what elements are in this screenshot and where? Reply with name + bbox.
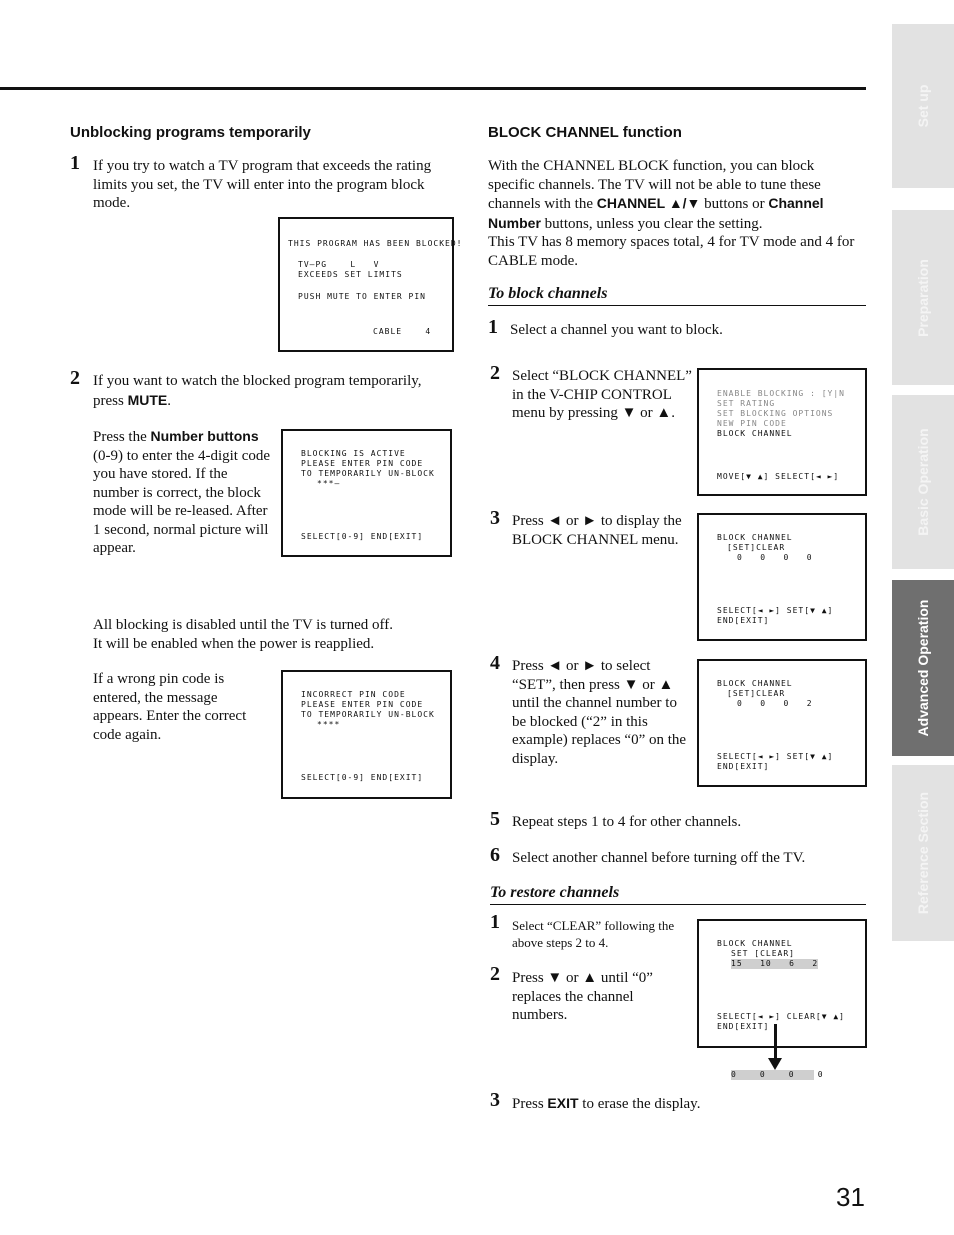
restore-subheading: To restore channels [490,884,620,901]
cleared-channels-bar: 0 0 0 0 [731,1070,823,1079]
step-text: Select “BLOCK CHANNEL” in the V-CHIP CONTROL menu by pressing ▼ or ▲. [512,368,692,421]
block-channel-clear-screen: BLOCK CHANNEL SET [CLEAR] 15 10 6 2 SELECT[◄ ►] CLEAR[▼ ▲] END[EXIT] [697,919,867,1048]
step-text: Select another channel before turning off the TV. [512,850,806,866]
step-text: If you try to watch a TV program that exceeds the rating limits you set, the TV will enter into the program block mode. [93,158,432,211]
step-number: 1 [490,911,500,933]
note-line: It will be enabled when the power is reapplied. [93,636,375,652]
step-text: Press ◄ or ► to display the BLOCK CHANNEL menu. [512,513,682,548]
intro-text: With the CHANNEL BLOCK function, you can block specific channels. The TV will not be able to tune these channels with the CHANNEL ▲/▼ buttons or Channel Number buttons, unless you clear the setting. This TV has 8 memory spaces total, 4 for TV mode and 4 for CABLE mode. [488,158,855,269]
step-number: 3 [490,1089,500,1111]
step-text: Press ◄ or ► to select “SET”, then press ▼ or ▲ until the channel number to be blocked (“2” in this example) replaces “0” on the display. [512,658,687,767]
tab-preparation[interactable] [892,210,954,385]
vchip-menu-screen: ENABLE BLOCKING : [Y|N SET RATING SET BLOCKING OPTIONS NEW PIN CODE BLOCK CHANNEL MOVE[▼ ▲] SELECT[◄ ►] [697,368,867,496]
step-number: 2 [490,963,500,985]
tab-label: Reference Section [915,791,931,915]
step-number: 5 [490,808,500,830]
step-number: 1 [70,152,80,174]
left-heading: Unblocking programs temporarily [70,124,311,141]
subheading-rule [488,305,866,306]
step-number: 2 [70,367,80,389]
block-channel-set-screen: BLOCK CHANNEL [SET]CLEAR 0 0 0 2 SELECT[◄ ►] SET[▼ ▲] END[EXIT] [697,659,867,787]
tab-reference-section[interactable] [892,765,954,941]
right-heading: BLOCK CHANNEL function [488,124,682,141]
step-number: 2 [490,362,500,384]
step-text: Select “CLEAR” following the above steps 2 to 4. [512,918,675,950]
top-rule [0,87,866,90]
block-channel-screen: BLOCK CHANNEL [SET]CLEAR 0 0 0 0 SELECT[◄ ►] SET[▼ ▲] END[EXIT] [697,513,867,641]
down-arrow-icon [768,1058,782,1070]
arrow-line [774,1024,777,1062]
blocked-screen: THIS PROGRAM HAS BEEN BLOCKED! TV–PG L V EXCEEDS SET LIMITS PUSH MUTE TO ENTER PIN CABLE 4 [278,217,454,352]
note-line: All blocking is disabled until the TV is turned off. [93,617,393,633]
step-text: Repeat steps 1 to 4 for other channels. [512,814,742,830]
page-number: 31 [836,1182,865,1212]
block-subheading: To block channels [488,285,608,302]
tab-advanced-operation[interactable] [892,580,954,756]
step-number: 3 [490,507,500,529]
step-text: Press EXIT to erase the display. [512,1095,701,1112]
step-text: Select a channel you want to block. [510,322,723,338]
step-number: 4 [490,652,500,674]
tab-label: Basic Operation [915,428,931,536]
tab-set-up[interactable] [892,24,954,188]
tab-basic-operation[interactable] [892,395,954,569]
wrong-pin-text: If a wrong pin code is entered, the message appears. Enter the correct code again. [93,671,247,743]
tab-label: Advanced Operation [915,599,931,737]
step-text: Press ▼ or ▲ until “0” replaces the channel numbers. [512,970,653,1023]
step-number: 6 [490,844,500,866]
tab-label: Set up [915,84,931,128]
tab-label: Preparation [915,258,931,337]
blocking-active-screen: BLOCKING IS ACTIVE PLEASE ENTER PIN CODE TO TEMPORARILY UN-BLOCK ***– SELECT[0-9] END[EXIT] [281,429,452,557]
incorrect-pin-screen: INCORRECT PIN CODE PLEASE ENTER PIN CODE TO TEMPORARILY UN-BLOCK **** SELECT[0-9] END[EXIT] [281,670,452,799]
step-text: If you want to watch the blocked program temporarily, press MUTE. [93,373,422,409]
subheading-rule [490,904,866,905]
step-number: 1 [488,316,498,338]
number-buttons-text: Press the Number buttons (0-9) to enter the 4-digit code you have stored. If the number is correct, the block mode will be re-leased. After 1 second, normal picture will appear. [93,428,271,556]
